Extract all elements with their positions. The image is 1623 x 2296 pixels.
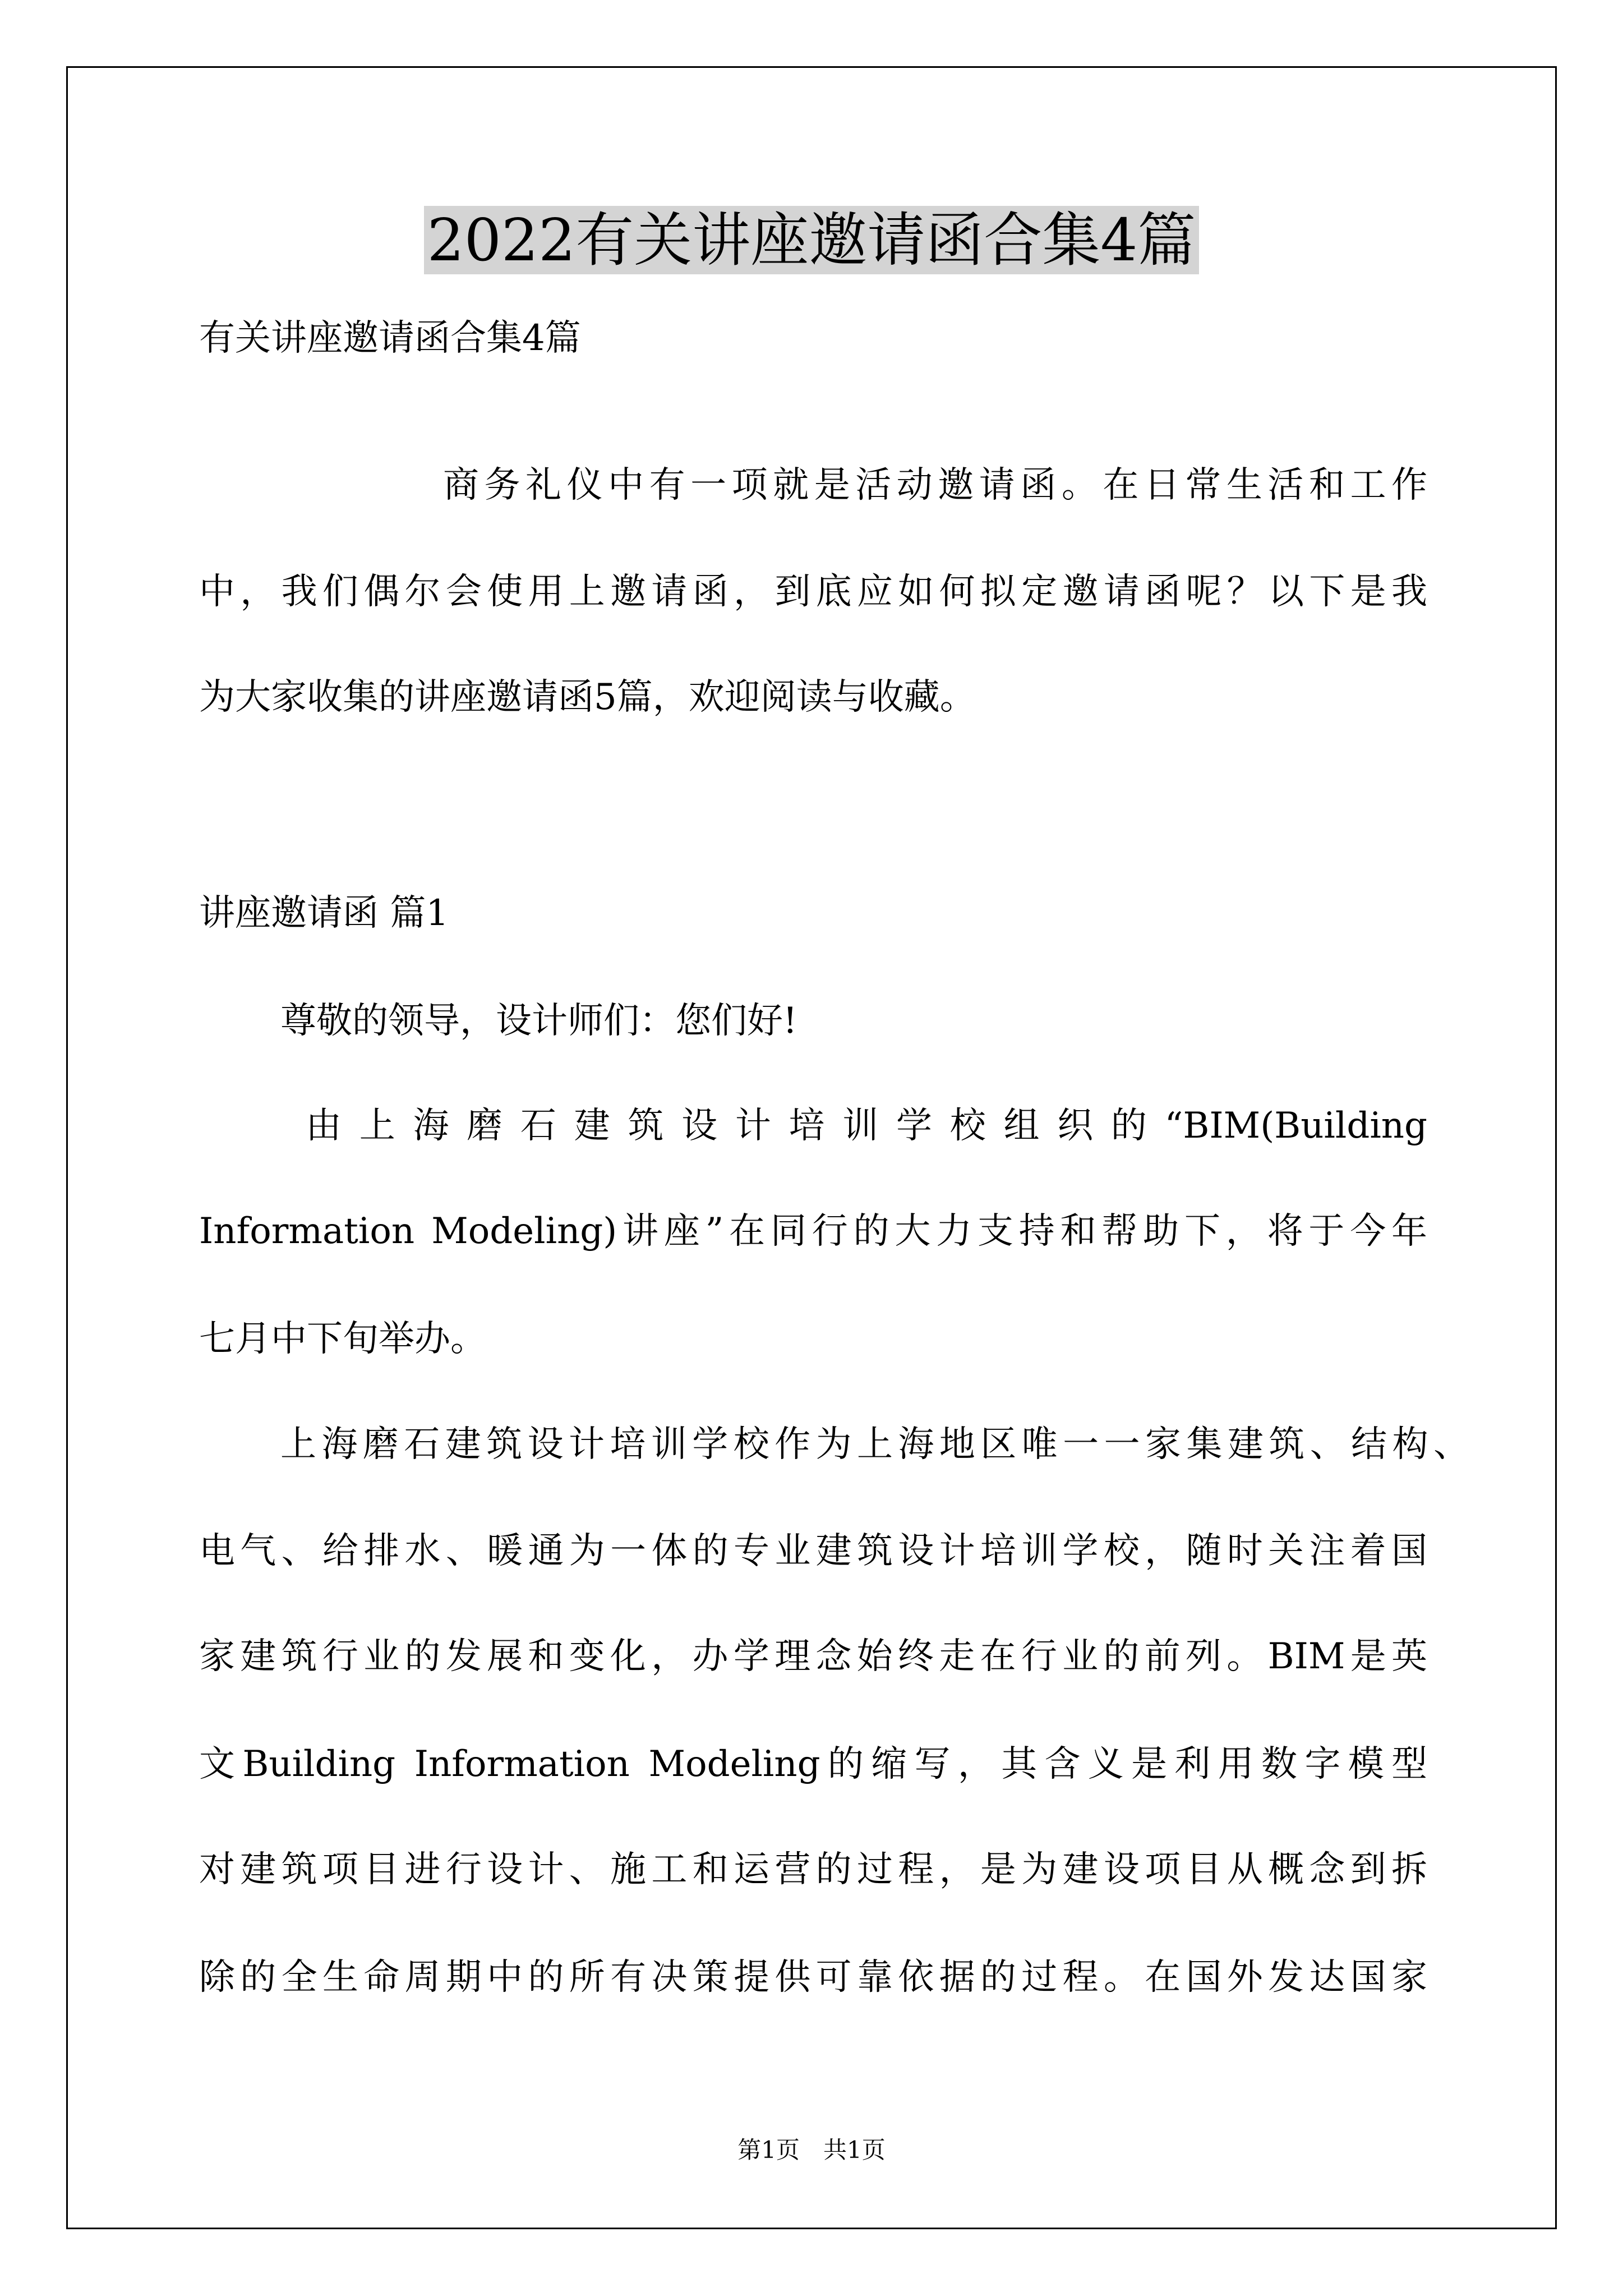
intro-line-1: 商务礼仪中有一项就是活动邀请函。在日常生活和工作 (443, 464, 1427, 506)
page-number-footer: 第1页 共1页 (737, 2136, 886, 2164)
para2-line-4: 文Building Information Modeling的缩写，其含义是利用数字模型 (199, 1743, 1427, 1785)
para1-line-2: Information Modeling)讲座”在同行的大力支持和帮助下，将于今年 (199, 1211, 1427, 1252)
para2-line-6: 除的全生命周期中的所有决策提供可靠依据的过程。在国外发达国家 (199, 1957, 1427, 1998)
para1-line-3: 七月中下旬举办。 (199, 1318, 486, 1360)
greeting: 尊敬的领导，设计师们：您们好! (280, 1000, 797, 1042)
intro-line-2: 中，我们偶尔会使用上邀请函，到底应如何拟定邀请函呢？以下是我 (199, 571, 1427, 613)
para2-line-5: 对建筑项目进行设计、施工和运营的过程，是为建设项目从概念到拆 (199, 1849, 1427, 1890)
para1-line-1: 由上海磨石建筑设计培训学校组织的“BIM(Building (306, 1105, 1427, 1147)
intro-line-3: 为大家收集的讲座邀请函5篇，欢迎阅读与收藏。 (199, 677, 976, 718)
para2-line-2: 电气、给排水、暖通为一体的专业建筑设计培训学校，随时关注着国 (199, 1530, 1427, 1572)
section-heading: 讲座邀请函 篇1 (199, 892, 449, 934)
para2-line-3: 家建筑行业的发展和变化，办学理念始终走在行业的前列。BIM是英 (199, 1636, 1427, 1677)
document-subtitle: 有关讲座邀请函合集4篇 (199, 318, 581, 359)
document-title: 2022有关讲座邀请函合集4篇 (0, 201, 1623, 279)
para2-line-1: 上海磨石建筑设计培训学校作为上海地区唯一一家集建筑、结构、 (280, 1424, 1469, 1465)
